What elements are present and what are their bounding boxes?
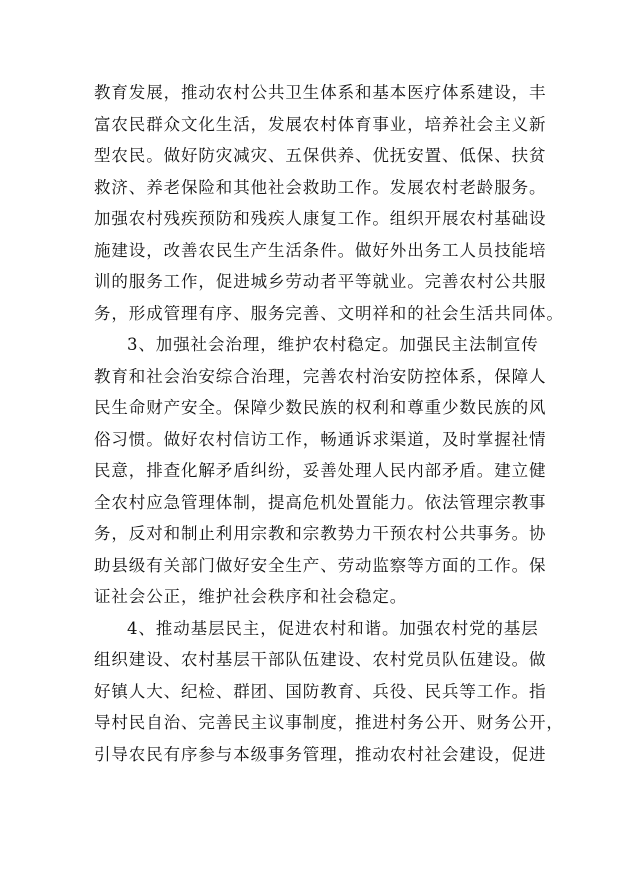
text-line: 4、推动基层民主，促进农村和谐。加强农村党的基层 xyxy=(127,618,539,638)
text-line: 加强农村残疾预防和残疾人康复工作。组织开展农村基础设 xyxy=(94,209,547,228)
text-line: 民意，排查化解矛盾纠纷，妥善处理人民内部矛盾。建立健 xyxy=(94,461,547,480)
text-line: 好镇人大、纪检、群团、国防教育、兵役、民兵等工作。指 xyxy=(94,681,547,701)
text-line: 训的服务工作，促进城乡劳动者平等就业。完善农村公共服 xyxy=(94,272,547,291)
paragraph-social-services xyxy=(94,77,564,329)
text-line: 型农民。做好防灾减灾、五保供养、优抚安置、低保、扶贫 xyxy=(94,146,547,165)
text-line: 导村民自治、完善民主议事制度，推进村务公开、财务公开， xyxy=(94,713,564,732)
paragraph-grassroots-democracy xyxy=(94,613,564,771)
text-line: 组织建设、农村基层干部队伍建设、农村党员队伍建设。做 xyxy=(94,650,547,669)
text-line: 3、加强社会治理，维护农村稳定。加强民主法制宣传 xyxy=(127,335,539,354)
text-line: 证社会公正，维护社会秩序和社会稳定。 xyxy=(94,587,408,606)
text-line: 富农民群众文化生活，发展农村体育事业，培养社会主义新 xyxy=(94,114,547,134)
text-line: 俗习惯。做好农村信访工作，畅通诉求渠道，及时掌握社情 xyxy=(94,429,547,449)
text-line: 引导农民有序参与本级事务管理，推动农村社会建设，促进 xyxy=(94,744,547,764)
document-body xyxy=(94,77,564,770)
paragraph-social-governance xyxy=(94,329,547,613)
text-line: 施建设，改善农民生产生活条件。做好外出务工人员技能培 xyxy=(94,240,547,260)
text-line: 民生命财产安全。保障少数民族的权利和尊重少数民族的风 xyxy=(94,398,547,417)
text-line: 助县级有关部门做好安全生产、劳动监察等方面的工作。保 xyxy=(94,555,547,575)
text-line: 务，反对和制止利用宗教和宗教势力干预农村公共事务。协 xyxy=(94,524,547,543)
text-line: 教育发展，推动农村公共卫生体系和基本医疗体系建设，丰 xyxy=(94,83,547,102)
text-line: 救济、养老保险和其他社会救助工作。发展农村老龄服务。 xyxy=(94,177,547,197)
text-line: 全农村应急管理体制，提高危机处置能力。依法管理宗教事 xyxy=(94,492,547,512)
text-line: 务，形成管理有序、服务完善、文明祥和的社会生活共同体。 xyxy=(94,303,564,323)
text-line: 教育和社会治安综合治理，完善农村治安防控体系，保障人 xyxy=(94,366,547,386)
